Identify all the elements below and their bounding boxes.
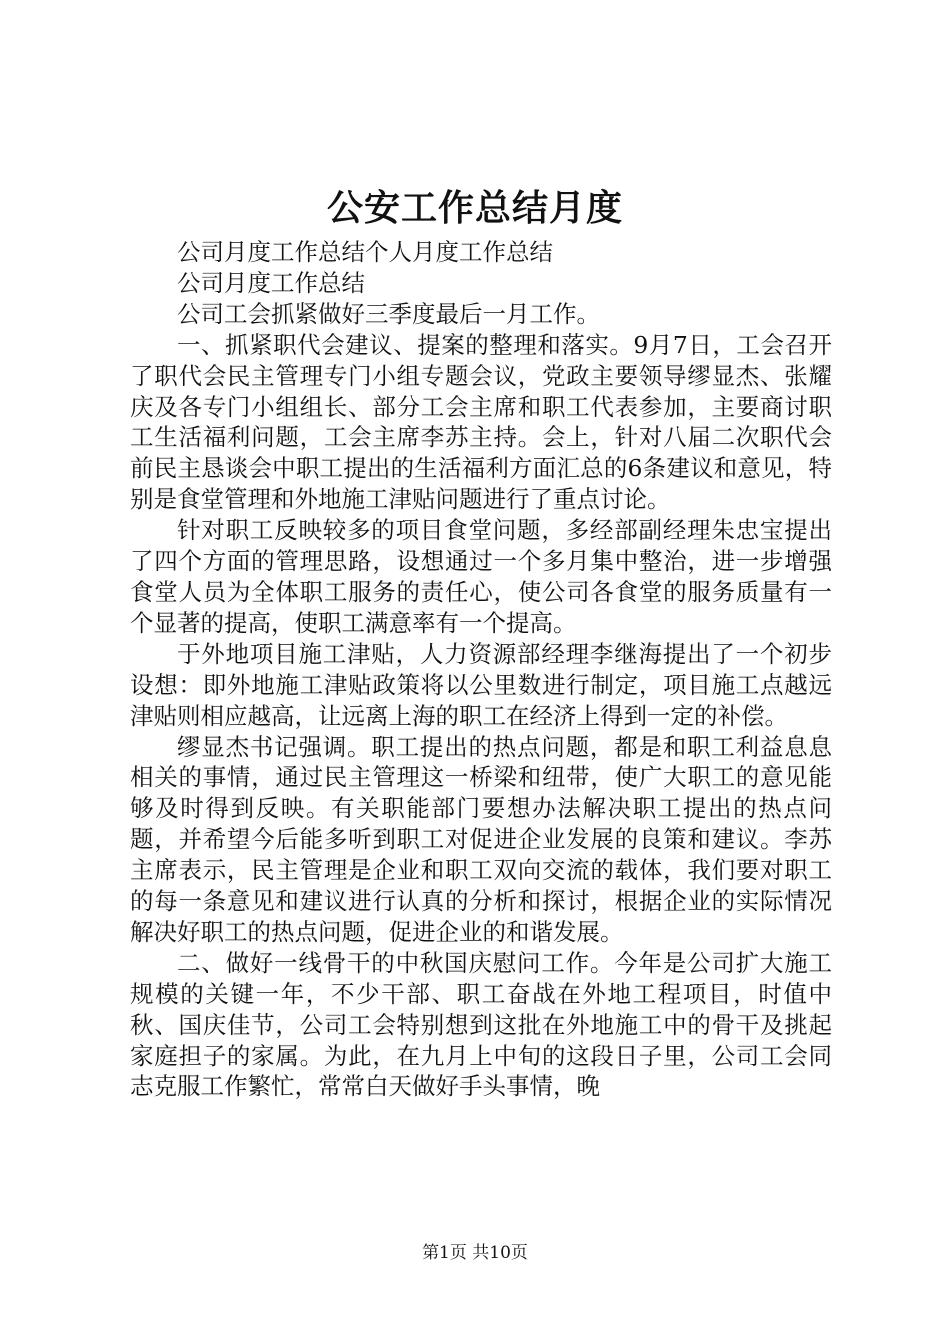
paragraph: 于外地项目施工津贴，人力资源部经理李继海提出了一个初步设想：即外地施工津贴政策将以公里数进行制定，项目施工点越远津贴则相应越高，让远离上海的职工在经济上得到一定的补偿。	[130, 639, 832, 730]
page-number-footer: 第1页 共10页	[422, 1243, 528, 1263]
document-body	[130, 237, 832, 1102]
paragraph: 二、做好一线骨干的中秋国庆慰问工作。今年是公司扩大施工规模的关键一年，不少干部、职工奋战在外地工程项目，时值中秋、国庆佳节，公司工会特别想到这批在外地施工中的骨干及挑起家庭担子的家属。为此，在九月上中旬的这段日子里，公司工会同志克服工作繁忙，常常白天做好手头事情，晚	[130, 948, 832, 1101]
paragraph: 公司工会抓紧做好三季度最后一月工作。	[177, 299, 600, 328]
paragraph: 公司月度工作总结个人月度工作总结	[177, 238, 553, 266]
paragraph: 一、抓紧职代会建议、提案的整理和落实。9月7日，工会召开了职代会民主管理专门小组专题会议，党政主要领导缪显杰、张耀庆及各专门小组组长、部分工会主席和职工代表参加，主要商讨职工生活福利问题，工会主席李苏主持。会上，针对八届二次职代会前民主恳谈会中职工提出的生活福利方面汇总的6条建议和意见，特别是食堂管理和外地施工津贴问题进行了重点讨论。	[130, 330, 832, 514]
paragraph: 公司月度工作总结	[177, 268, 365, 297]
document-title: 公安工作总结月度	[326, 187, 623, 229]
paragraph: 针对职工反映较多的项目食堂问题，多经部副经理朱忠宝提出了四个方面的管理思路，设想通过一个多月集中整治，进一步增强食堂人员为全体职工服务的责任心，使公司各食堂的服务质量有一个显著的提高，使职工满意率有一个提高。	[130, 516, 832, 637]
paragraph: 缪显杰书记强调。职工提出的热点问题，都是和职工利益息息相关的事情，通过民主管理这一桥梁和纽带，使广大职工的意见能够及时得到反映。有关职能部门要想办法解决职工提出的热点问题，并希望今后能多听到职工对促进企业发展的良策和建议。李苏主席表示，民主管理是企业和职工双向交流的载体，我们要对职工的每一条意见和建议进行认真的分析和探讨，根据企业的实际情况解决好职工的热点问题，促进企业的和谐发展。	[130, 732, 832, 946]
